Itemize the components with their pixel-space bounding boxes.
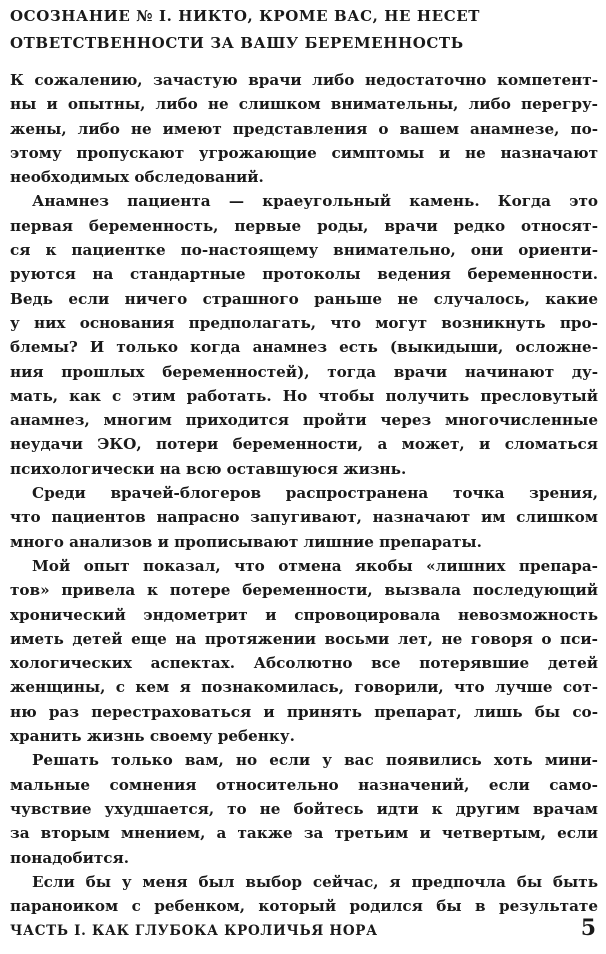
text-line: К сожалению, зачастую врачи либо недостаточно компетент- xyxy=(10,71,598,89)
text-line: этому пропускают угрожающие симптомы и не назначают xyxy=(10,143,598,162)
text-line: много анализов и прописывают лишние препараты. xyxy=(10,532,482,551)
text-line: мать, как с этим работать. Но чтобы получить пресловутый xyxy=(10,386,598,405)
paragraph xyxy=(10,870,598,919)
text-line: понадобится. xyxy=(10,848,130,867)
page-number: 5 xyxy=(580,915,596,941)
text-line: Среди врачей-блогеров распространена точка зрения, xyxy=(32,484,598,503)
text-line: у них основания предполагать, что могут возникнуть про- xyxy=(10,313,598,332)
text-line: ния прошлых беременностей), тогда врачи начинают ду- xyxy=(10,362,598,381)
text-line: блемы? И только когда анамнез есть (выкидыши, осложне- xyxy=(10,338,598,357)
text-line: ны и опытны, либо не слишком внимательны, либо перегру- xyxy=(10,95,598,114)
text-line: неудачи ЭКО, потери беременности, а может, и сломаться xyxy=(10,435,598,454)
text-line: Решать только вам, но если у вас появились хоть мини- xyxy=(32,751,598,770)
paragraph xyxy=(10,68,598,189)
text-line: анамнез, многим приходится пройти через многочисленные xyxy=(10,411,598,430)
text-line: необходимых обследований. xyxy=(10,168,264,187)
text-line: психологически на всю оставшуюся жизнь. xyxy=(10,459,407,478)
heading-line: ОСОЗНАНИЕ № I. НИКТО, КРОМЕ ВАС, НЕ НЕСЕТ xyxy=(10,7,481,25)
heading-line: ОТВЕТСТВЕННОСТИ ЗА ВАШУ БЕРЕМЕННОСТЬ xyxy=(10,34,464,52)
text-line: хранить жизнь своему ребенку. xyxy=(10,727,295,746)
text-line: мальные сомнения относительно назначений, если само- xyxy=(10,775,598,794)
text-line: за вторым мнением, а также за третьим и четвертым, если xyxy=(10,824,598,843)
text-line: иметь детей еще на протяжении восьми лет, не говоря о пси- xyxy=(10,629,598,648)
running-title: ЧАСТЬ I. КАК ГЛУБОКА КРОЛИЧЬЯ НОРА xyxy=(10,923,378,939)
text-line: что пациентов напрасно запугивают, назначают им слишком xyxy=(10,508,598,527)
book-page xyxy=(10,0,598,954)
text-line: жены, либо не имеют представления о вашем анамнезе, по- xyxy=(10,119,598,138)
text-line: параноиком с ребенком, который родился бы в результате xyxy=(10,897,598,916)
page-footer xyxy=(10,915,598,945)
text-line: хологических аспектах. Абсолютно все потерявшие детей xyxy=(10,654,598,673)
paragraph xyxy=(10,554,598,748)
text-line: чувствие ухудшается, то не бойтесь идти к другим врачам xyxy=(10,799,598,818)
text-line: Если бы у меня был выбор сейчас, я предпочла бы быть xyxy=(32,872,598,891)
text-line: хронический эндометрит и спровоцировала невозможность xyxy=(10,605,598,624)
text-line: Анамнез пациента — краеугольный камень. Когда это xyxy=(32,192,598,211)
paragraph xyxy=(10,748,598,869)
text-line: Ведь если ничего страшного раньше не случалось, какие xyxy=(10,289,598,308)
text-line: женщины, с кем я познакомилась, говорили, что лучше сот- xyxy=(10,678,598,697)
text-line: первая беременность, первые роды, врачи редко относят- xyxy=(10,216,598,235)
paragraph xyxy=(10,481,598,554)
text-line: тов» привела к потере беременности, вызвала последующий xyxy=(10,581,598,600)
body-text xyxy=(10,68,598,918)
paragraph xyxy=(10,189,598,481)
text-line: руются на стандартные протоколы ведения беременности. xyxy=(10,265,598,284)
text-line: ся к пациентке по-настоящему внимательно, они ориенти- xyxy=(10,241,598,260)
section-heading xyxy=(10,3,598,57)
text-line: ню раз перестраховаться и принять препарат, лишь бы со- xyxy=(10,702,598,721)
text-line: Мой опыт показал, что отмена якобы «лишних препара- xyxy=(32,556,598,575)
